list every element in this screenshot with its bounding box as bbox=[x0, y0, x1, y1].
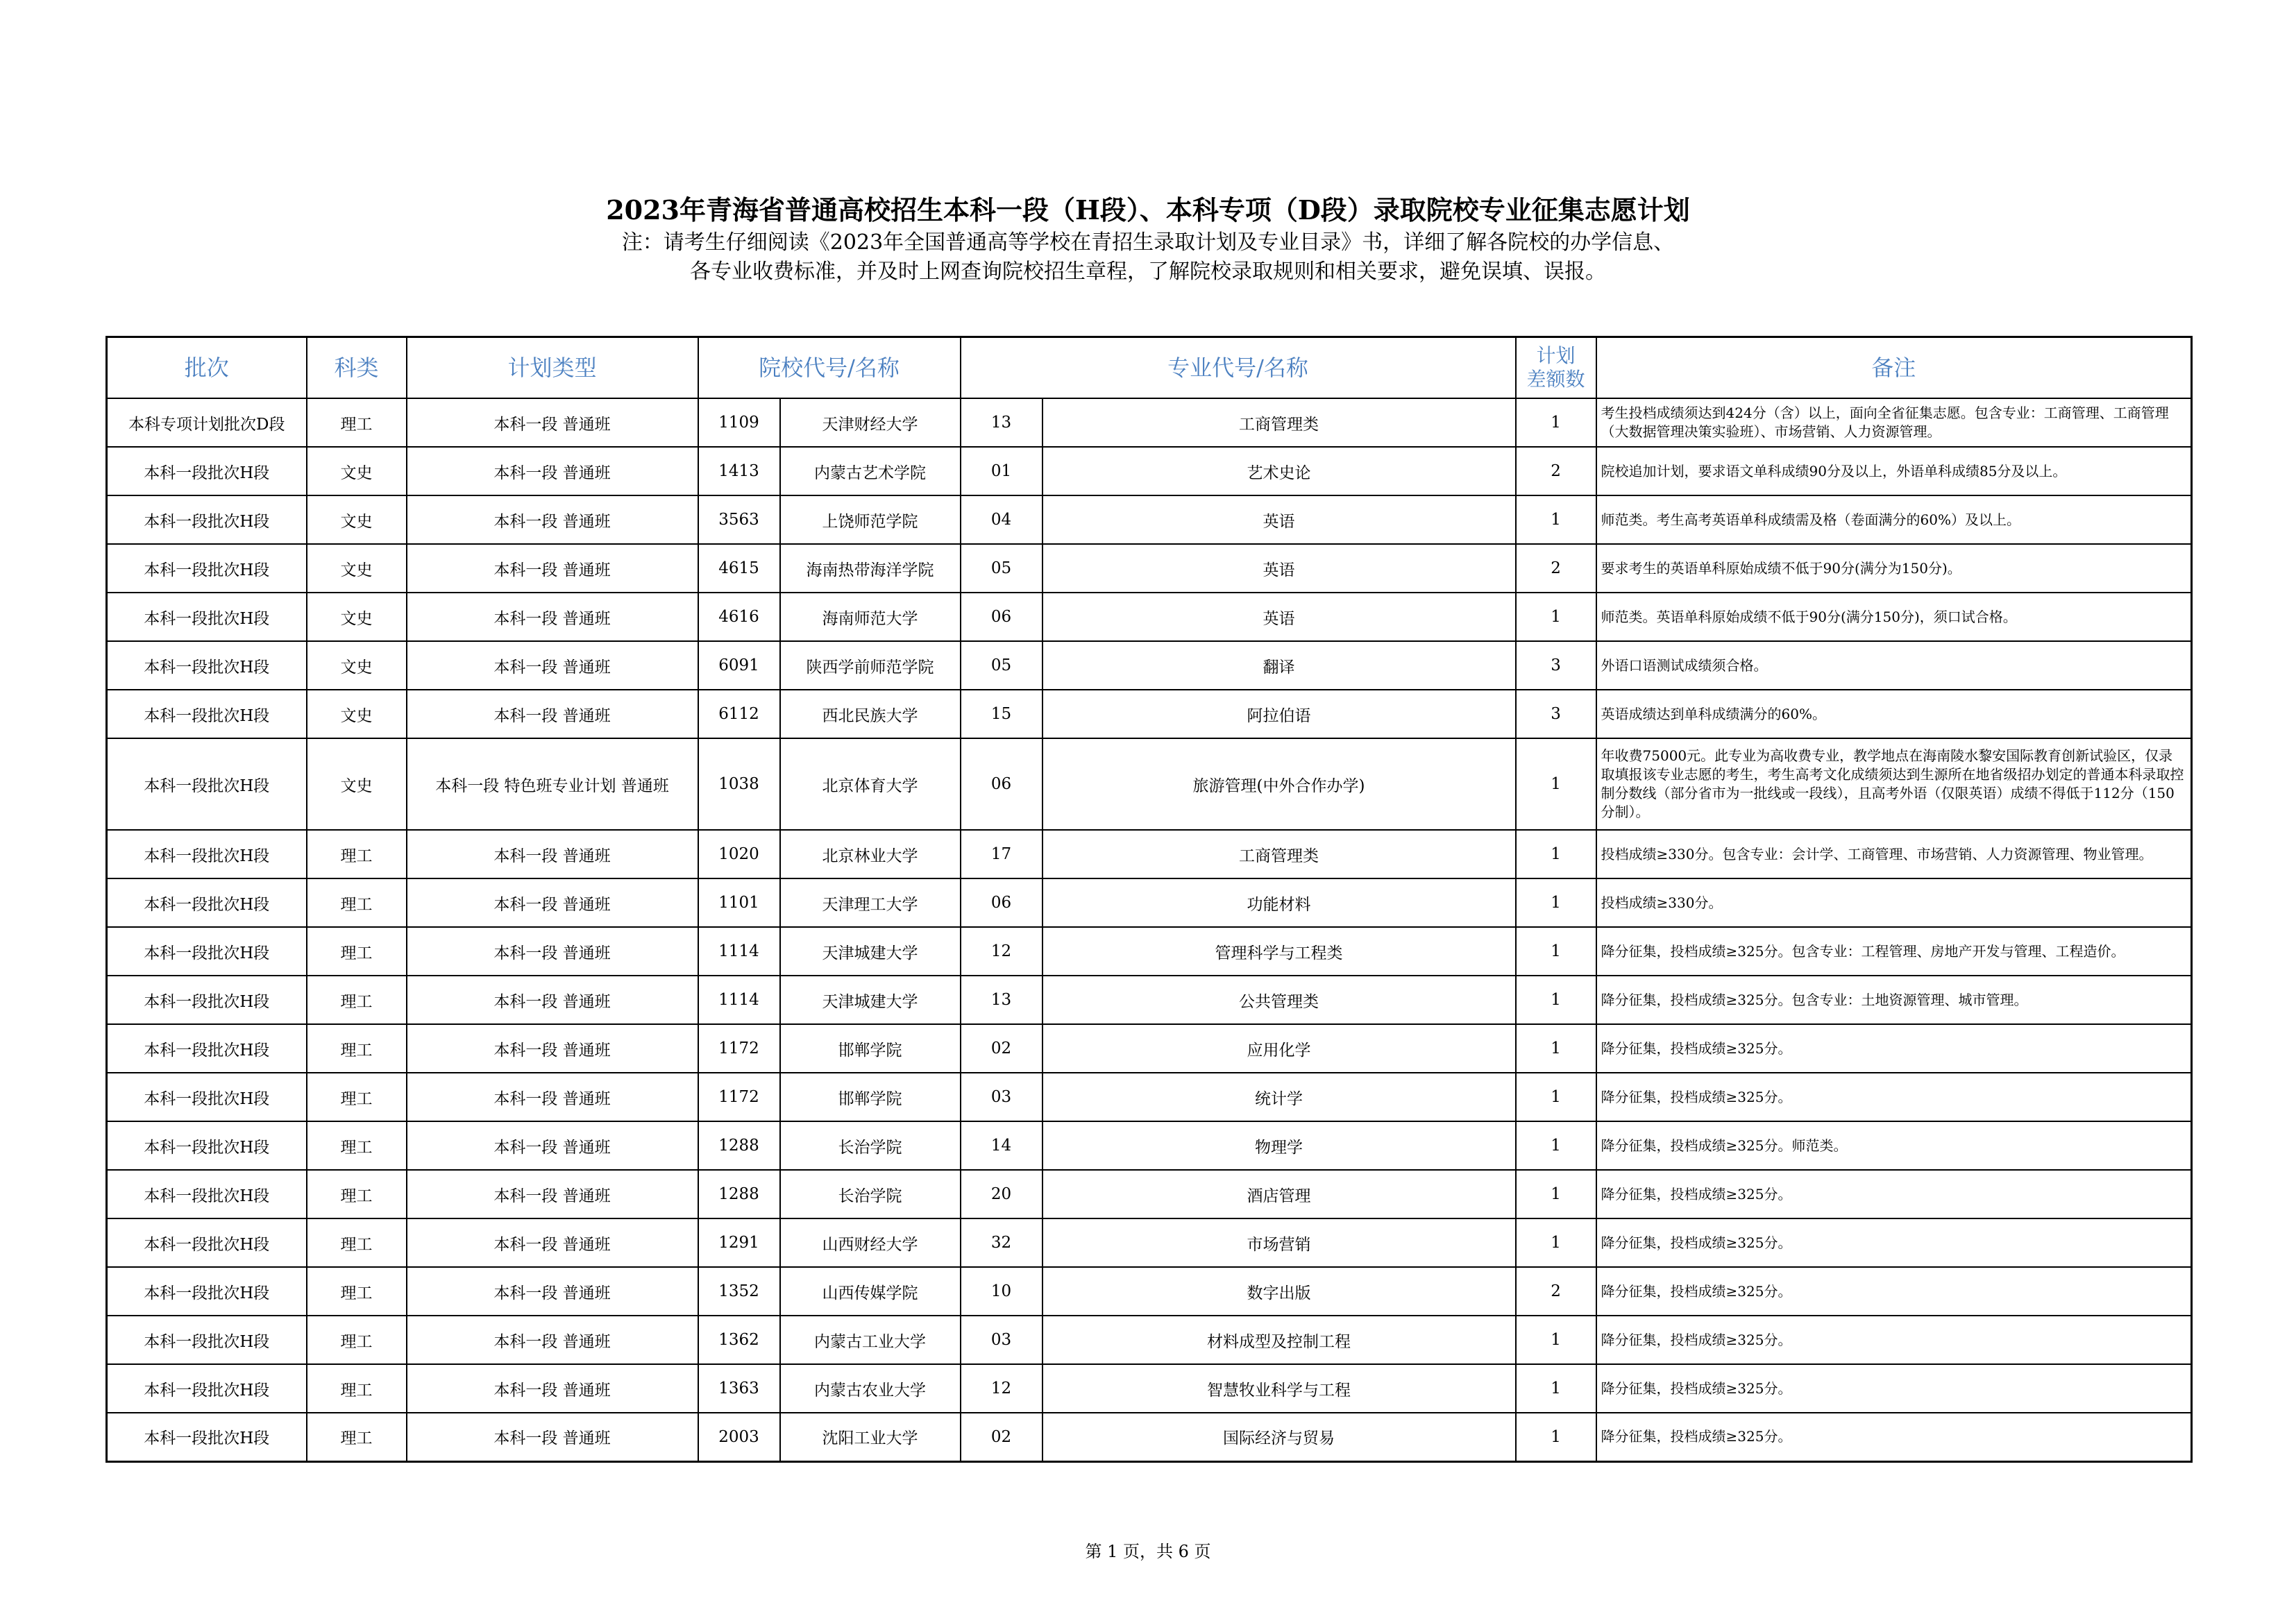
cell-major-code: 02 bbox=[961, 1413, 1043, 1461]
cell-batch: 本科一段批次H段 bbox=[107, 1218, 307, 1267]
table-row bbox=[107, 1267, 2192, 1316]
cell-category: 理工 bbox=[307, 398, 407, 447]
table-body bbox=[107, 398, 2192, 1461]
header-school: 院校代号/名称 bbox=[698, 337, 961, 399]
cell-remark: 降分征集，投档成绩≥325分。 bbox=[1596, 1267, 2192, 1316]
cell-category: 理工 bbox=[307, 878, 407, 927]
cell-major-code: 02 bbox=[961, 1024, 1043, 1073]
page-footer: 第 1 页，共 6 页 bbox=[1085, 1542, 1211, 1561]
cell-major-name: 公共管理类 bbox=[1043, 976, 1516, 1024]
header-quota bbox=[1516, 337, 1596, 399]
cell-batch: 本科一段批次H段 bbox=[107, 976, 307, 1024]
cell-plan-type: 本科一段 普通班 bbox=[407, 1267, 698, 1316]
cell-batch: 本科一段批次H段 bbox=[107, 1170, 307, 1218]
cell-quota: 1 bbox=[1516, 830, 1596, 878]
cell-remark: 要求考生的英语单科原始成绩不低于90分(满分为150分)。 bbox=[1596, 544, 2192, 593]
cell-major-code: 03 bbox=[961, 1316, 1043, 1364]
cell-category: 文史 bbox=[307, 495, 407, 544]
cell-quota: 1 bbox=[1516, 398, 1596, 447]
cell-major-code: 06 bbox=[961, 593, 1043, 641]
cell-school-code: 6112 bbox=[698, 690, 780, 738]
cell-major-code: 05 bbox=[961, 544, 1043, 593]
cell-major-name: 阿拉伯语 bbox=[1043, 690, 1516, 738]
cell-quota: 2 bbox=[1516, 1267, 1596, 1316]
cell-school-code: 1101 bbox=[698, 878, 780, 927]
cell-school-name: 天津财经大学 bbox=[780, 398, 961, 447]
cell-quota: 1 bbox=[1516, 927, 1596, 976]
cell-batch: 本科一段批次H段 bbox=[107, 927, 307, 976]
cell-major-name: 数字出版 bbox=[1043, 1267, 1516, 1316]
cell-category: 理工 bbox=[307, 1073, 407, 1121]
cell-category: 理工 bbox=[307, 1364, 407, 1413]
cell-remark: 外语口语测试成绩须合格。 bbox=[1596, 641, 2192, 690]
cell-school-name: 海南热带海洋学院 bbox=[780, 544, 961, 593]
cell-plan-type: 本科一段 普通班 bbox=[407, 1121, 698, 1170]
cell-batch: 本科专项计划批次D段 bbox=[107, 398, 307, 447]
cell-quota: 2 bbox=[1516, 447, 1596, 495]
cell-quota: 1 bbox=[1516, 1073, 1596, 1121]
cell-major-code: 13 bbox=[961, 398, 1043, 447]
cell-batch: 本科一段批次H段 bbox=[107, 495, 307, 544]
cell-remark: 年收费75000元。此专业为高收费专业，教学地点在海南陵水黎安国际教育创新试验区，仅录取填报该专业志愿的考生，考生高考文化成绩须达到生源所在地省级招办划定的普通本科录取控制分数线（部分省市为一批线或一段线），且高考外语（仅限英语）成绩不得低于112分（150分制）。 bbox=[1596, 738, 2192, 830]
cell-remark: 降分征集，投档成绩≥325分。 bbox=[1596, 1170, 2192, 1218]
cell-quota: 1 bbox=[1516, 593, 1596, 641]
cell-batch: 本科一段批次H段 bbox=[107, 1316, 307, 1364]
table-row bbox=[107, 398, 2192, 447]
cell-batch: 本科一段批次H段 bbox=[107, 1364, 307, 1413]
cell-category: 理工 bbox=[307, 1267, 407, 1316]
cell-plan-type: 本科一段 普通班 bbox=[407, 593, 698, 641]
cell-major-name: 英语 bbox=[1043, 495, 1516, 544]
table-row bbox=[107, 1413, 2192, 1461]
cell-quota: 3 bbox=[1516, 690, 1596, 738]
cell-major-code: 03 bbox=[961, 1073, 1043, 1121]
cell-school-name: 沈阳工业大学 bbox=[780, 1413, 961, 1461]
cell-category: 文史 bbox=[307, 544, 407, 593]
cell-plan-type: 本科一段 普通班 bbox=[407, 1024, 698, 1073]
cell-school-name: 天津城建大学 bbox=[780, 976, 961, 1024]
cell-school-name: 上饶师范学院 bbox=[780, 495, 961, 544]
cell-school-code: 4616 bbox=[698, 593, 780, 641]
cell-remark: 师范类。英语单科原始成绩不低于90分(满分150分)，须口试合格。 bbox=[1596, 593, 2192, 641]
table-row bbox=[107, 495, 2192, 544]
cell-plan-type: 本科一段 普通班 bbox=[407, 641, 698, 690]
cell-batch: 本科一段批次H段 bbox=[107, 1413, 307, 1461]
cell-major-code: 10 bbox=[961, 1267, 1043, 1316]
cell-quota: 2 bbox=[1516, 544, 1596, 593]
cell-remark: 投档成绩≥330分。 bbox=[1596, 878, 2192, 927]
cell-school-code: 1114 bbox=[698, 976, 780, 1024]
cell-major-name: 市场营销 bbox=[1043, 1218, 1516, 1267]
cell-plan-type: 本科一段 普通班 bbox=[407, 878, 698, 927]
cell-plan-type: 本科一段 特色班专业计划 普通班 bbox=[407, 738, 698, 830]
cell-quota: 1 bbox=[1516, 1218, 1596, 1267]
cell-major-code: 12 bbox=[961, 927, 1043, 976]
cell-remark: 降分征集，投档成绩≥325分。 bbox=[1596, 1413, 2192, 1461]
cell-major-code: 01 bbox=[961, 447, 1043, 495]
cell-school-name: 天津城建大学 bbox=[780, 927, 961, 976]
cell-major-name: 管理科学与工程类 bbox=[1043, 927, 1516, 976]
cell-major-name: 英语 bbox=[1043, 593, 1516, 641]
cell-category: 文史 bbox=[307, 641, 407, 690]
cell-major-name: 酒店管理 bbox=[1043, 1170, 1516, 1218]
cell-plan-type: 本科一段 普通班 bbox=[407, 690, 698, 738]
cell-school-name: 天津理工大学 bbox=[780, 878, 961, 927]
table-header-row bbox=[107, 337, 2192, 399]
note-line-2: 各专业收费标准，并及时上网查询院校招生章程，了解院校录取规则和相关要求，避免误填、误报。 bbox=[690, 260, 1606, 284]
cell-school-code: 1109 bbox=[698, 398, 780, 447]
cell-category: 文史 bbox=[307, 738, 407, 830]
table-row bbox=[107, 1073, 2192, 1121]
cell-plan-type: 本科一段 普通班 bbox=[407, 1413, 698, 1461]
cell-major-name: 旅游管理(中外合作办学) bbox=[1043, 738, 1516, 830]
cell-school-name: 长治学院 bbox=[780, 1121, 961, 1170]
cell-quota: 1 bbox=[1516, 1316, 1596, 1364]
cell-school-name: 内蒙古农业大学 bbox=[780, 1364, 961, 1413]
cell-category: 理工 bbox=[307, 1024, 407, 1073]
cell-school-code: 1362 bbox=[698, 1316, 780, 1364]
cell-quota: 1 bbox=[1516, 495, 1596, 544]
cell-plan-type: 本科一段 普通班 bbox=[407, 398, 698, 447]
table-row bbox=[107, 447, 2192, 495]
cell-batch: 本科一段批次H段 bbox=[107, 641, 307, 690]
cell-school-name: 北京体育大学 bbox=[780, 738, 961, 830]
cell-school-code: 1038 bbox=[698, 738, 780, 830]
cell-major-code: 05 bbox=[961, 641, 1043, 690]
cell-major-code: 20 bbox=[961, 1170, 1043, 1218]
cell-batch: 本科一段批次H段 bbox=[107, 1267, 307, 1316]
cell-major-name: 统计学 bbox=[1043, 1073, 1516, 1121]
cell-plan-type: 本科一段 普通班 bbox=[407, 1218, 698, 1267]
cell-major-code: 13 bbox=[961, 976, 1043, 1024]
cell-school-code: 1288 bbox=[698, 1121, 780, 1170]
cell-plan-type: 本科一段 普通班 bbox=[407, 1364, 698, 1413]
cell-school-code: 1172 bbox=[698, 1073, 780, 1121]
cell-school-code: 1413 bbox=[698, 447, 780, 495]
cell-school-name: 山西传媒学院 bbox=[780, 1267, 961, 1316]
cell-category: 理工 bbox=[307, 1121, 407, 1170]
cell-school-name: 北京林业大学 bbox=[780, 830, 961, 878]
header-batch: 批次 bbox=[107, 337, 307, 399]
cell-plan-type: 本科一段 普通班 bbox=[407, 1073, 698, 1121]
cell-category: 文史 bbox=[307, 447, 407, 495]
cell-school-name: 邯郸学院 bbox=[780, 1073, 961, 1121]
cell-major-code: 06 bbox=[961, 878, 1043, 927]
cell-remark: 降分征集，投档成绩≥325分。 bbox=[1596, 1218, 2192, 1267]
cell-plan-type: 本科一段 普通班 bbox=[407, 830, 698, 878]
cell-category: 理工 bbox=[307, 1218, 407, 1267]
cell-school-code: 6091 bbox=[698, 641, 780, 690]
cell-school-code: 3563 bbox=[698, 495, 780, 544]
cell-batch: 本科一段批次H段 bbox=[107, 1073, 307, 1121]
cell-category: 理工 bbox=[307, 830, 407, 878]
cell-school-code: 1352 bbox=[698, 1267, 780, 1316]
cell-quota: 1 bbox=[1516, 1364, 1596, 1413]
cell-category: 理工 bbox=[307, 927, 407, 976]
cell-major-code: 15 bbox=[961, 690, 1043, 738]
cell-quota: 1 bbox=[1516, 1413, 1596, 1461]
cell-major-code: 12 bbox=[961, 1364, 1043, 1413]
cell-major-name: 功能材料 bbox=[1043, 878, 1516, 927]
table-row bbox=[107, 544, 2192, 593]
cell-major-code: 14 bbox=[961, 1121, 1043, 1170]
cell-remark: 降分征集，投档成绩≥325分。 bbox=[1596, 1024, 2192, 1073]
cell-major-name: 材料成型及控制工程 bbox=[1043, 1316, 1516, 1364]
table-row bbox=[107, 593, 2192, 641]
cell-batch: 本科一段批次H段 bbox=[107, 738, 307, 830]
table-row bbox=[107, 830, 2192, 878]
table-row bbox=[107, 927, 2192, 976]
cell-major-name: 物理学 bbox=[1043, 1121, 1516, 1170]
cell-school-code: 1114 bbox=[698, 927, 780, 976]
table-row bbox=[107, 690, 2192, 738]
cell-major-name: 国际经济与贸易 bbox=[1043, 1413, 1516, 1461]
header-major: 专业代号/名称 bbox=[961, 337, 1516, 399]
cell-school-code: 1291 bbox=[698, 1218, 780, 1267]
cell-school-code: 4615 bbox=[698, 544, 780, 593]
cell-plan-type: 本科一段 普通班 bbox=[407, 495, 698, 544]
table-row bbox=[107, 1170, 2192, 1218]
cell-remark: 降分征集，投档成绩≥325分。包含专业：工程管理、房地产开发与管理、工程造价。 bbox=[1596, 927, 2192, 976]
cell-quota: 1 bbox=[1516, 976, 1596, 1024]
cell-school-name: 西北民族大学 bbox=[780, 690, 961, 738]
cell-category: 文史 bbox=[307, 690, 407, 738]
cell-quota: 1 bbox=[1516, 1170, 1596, 1218]
header-plan-type: 计划类型 bbox=[407, 337, 698, 399]
cell-major-name: 翻译 bbox=[1043, 641, 1516, 690]
cell-category: 理工 bbox=[307, 1413, 407, 1461]
cell-category: 理工 bbox=[307, 976, 407, 1024]
cell-school-code: 1172 bbox=[698, 1024, 780, 1073]
cell-school-name: 长治学院 bbox=[780, 1170, 961, 1218]
cell-quota: 1 bbox=[1516, 1121, 1596, 1170]
table-row bbox=[107, 878, 2192, 927]
cell-plan-type: 本科一段 普通班 bbox=[407, 927, 698, 976]
cell-batch: 本科一段批次H段 bbox=[107, 1121, 307, 1170]
cell-remark: 院校追加计划，要求语文单科成绩90分及以上，外语单科成绩85分及以上。 bbox=[1596, 447, 2192, 495]
cell-remark: 降分征集，投档成绩≥325分。 bbox=[1596, 1316, 2192, 1364]
cell-quota: 3 bbox=[1516, 641, 1596, 690]
cell-remark: 降分征集，投档成绩≥325分。 bbox=[1596, 1364, 2192, 1413]
cell-batch: 本科一段批次H段 bbox=[107, 830, 307, 878]
header-quota-line1: 计划 bbox=[1536, 344, 1576, 367]
cell-remark: 师范类。考生高考英语单科成绩需及格（卷面满分的60%）及以上。 bbox=[1596, 495, 2192, 544]
cell-remark: 英语成绩达到单科成绩满分的60%。 bbox=[1596, 690, 2192, 738]
cell-major-code: 32 bbox=[961, 1218, 1043, 1267]
table-row bbox=[107, 1024, 2192, 1073]
page-title: 2023年青海省普通高校招生本科一段（H段）、本科专项（D段）录取院校专业征集志愿计划 bbox=[606, 194, 1690, 226]
cell-remark: 降分征集，投档成绩≥325分。师范类。 bbox=[1596, 1121, 2192, 1170]
cell-batch: 本科一段批次H段 bbox=[107, 593, 307, 641]
cell-plan-type: 本科一段 普通班 bbox=[407, 1316, 698, 1364]
table-row bbox=[107, 976, 2192, 1024]
cell-major-name: 应用化学 bbox=[1043, 1024, 1516, 1073]
cell-batch: 本科一段批次H段 bbox=[107, 1024, 307, 1073]
cell-major-name: 艺术史论 bbox=[1043, 447, 1516, 495]
cell-school-code: 2003 bbox=[698, 1413, 780, 1461]
header-remark: 备注 bbox=[1596, 337, 2192, 399]
cell-remark: 降分征集，投档成绩≥325分。包含专业：土地资源管理、城市管理。 bbox=[1596, 976, 2192, 1024]
table-row bbox=[107, 1121, 2192, 1170]
cell-quota: 1 bbox=[1516, 878, 1596, 927]
cell-plan-type: 本科一段 普通班 bbox=[407, 1170, 698, 1218]
cell-school-code: 1020 bbox=[698, 830, 780, 878]
cell-batch: 本科一段批次H段 bbox=[107, 447, 307, 495]
cell-category: 文史 bbox=[307, 593, 407, 641]
cell-school-code: 1288 bbox=[698, 1170, 780, 1218]
cell-major-code: 17 bbox=[961, 830, 1043, 878]
cell-major-code: 06 bbox=[961, 738, 1043, 830]
cell-category: 理工 bbox=[307, 1316, 407, 1364]
note-line-1: 注：请考生仔细阅读《2023年全国普通高等学校在青招生录取计划及专业目录》书，详细了解各院校的办学信息、 bbox=[621, 230, 1675, 255]
cell-major-code: 04 bbox=[961, 495, 1043, 544]
cell-plan-type: 本科一段 普通班 bbox=[407, 447, 698, 495]
cell-major-name: 工商管理类 bbox=[1043, 830, 1516, 878]
table-row bbox=[107, 1364, 2192, 1413]
table-row bbox=[107, 738, 2192, 830]
cell-school-name: 邯郸学院 bbox=[780, 1024, 961, 1073]
cell-remark: 降分征集，投档成绩≥325分。 bbox=[1596, 1073, 2192, 1121]
cell-plan-type: 本科一段 普通班 bbox=[407, 544, 698, 593]
cell-school-name: 陕西学前师范学院 bbox=[780, 641, 961, 690]
table-row bbox=[107, 1218, 2192, 1267]
cell-batch: 本科一段批次H段 bbox=[107, 690, 307, 738]
table-row bbox=[107, 1316, 2192, 1364]
cell-category: 理工 bbox=[307, 1170, 407, 1218]
header-category: 科类 bbox=[307, 337, 407, 399]
cell-plan-type: 本科一段 普通班 bbox=[407, 976, 698, 1024]
cell-school-name: 山西财经大学 bbox=[780, 1218, 961, 1267]
cell-major-name: 智慧牧业科学与工程 bbox=[1043, 1364, 1516, 1413]
cell-batch: 本科一段批次H段 bbox=[107, 878, 307, 927]
cell-quota: 1 bbox=[1516, 738, 1596, 830]
cell-major-name: 英语 bbox=[1043, 544, 1516, 593]
plan-table bbox=[105, 336, 2193, 1463]
cell-remark: 考生投档成绩须达到424分（含）以上，面向全省征集志愿。包含专业：工商管理、工商管理（大数据管理决策实验班）、市场营销、人力资源管理。 bbox=[1596, 398, 2192, 447]
header-quota-line2: 差额数 bbox=[1526, 368, 1585, 391]
cell-school-name: 海南师范大学 bbox=[780, 593, 961, 641]
cell-school-code: 1363 bbox=[698, 1364, 780, 1413]
cell-quota: 1 bbox=[1516, 1024, 1596, 1073]
cell-school-name: 内蒙古艺术学院 bbox=[780, 447, 961, 495]
cell-major-name: 工商管理类 bbox=[1043, 398, 1516, 447]
cell-batch: 本科一段批次H段 bbox=[107, 544, 307, 593]
cell-school-name: 内蒙古工业大学 bbox=[780, 1316, 961, 1364]
table-row bbox=[107, 641, 2192, 690]
cell-remark: 投档成绩≥330分。包含专业：会计学、工商管理、市场营销、人力资源管理、物业管理。 bbox=[1596, 830, 2192, 878]
